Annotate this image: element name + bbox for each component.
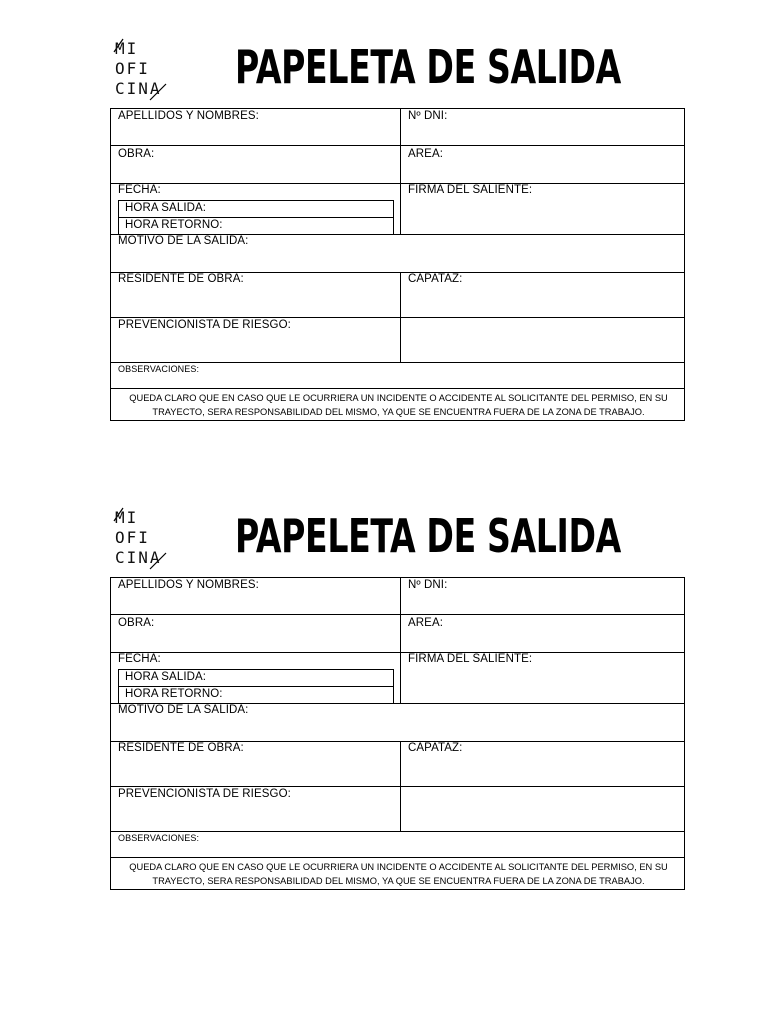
cell-observaciones[interactable] bbox=[110, 362, 685, 389]
cell-firma[interactable] bbox=[400, 183, 685, 235]
logo-line-3: CINA bbox=[115, 79, 162, 98]
label-dni: Nº DNI: bbox=[408, 579, 448, 591]
logo-line-1: MI bbox=[115, 508, 139, 527]
cell-firma[interactable] bbox=[400, 652, 685, 704]
label-residente: RESIDENTE DE OBRA: bbox=[118, 742, 244, 754]
cell-observaciones[interactable] bbox=[110, 831, 685, 858]
label-firma: FIRMA DEL SALIENTE: bbox=[408, 653, 533, 665]
cell-apellidos[interactable] bbox=[110, 108, 401, 146]
logo-line-2: OFI bbox=[115, 528, 150, 547]
label-hora-salida: HORA SALIDA: bbox=[125, 671, 207, 683]
cell-capataz[interactable] bbox=[400, 272, 685, 318]
disclaimer-line-1: QUEDA CLARO QUE EN CASO QUE LE OCURRIERA UN INCIDENTE O ACCIDENTE AL SOLICITANTE DEL PERMISO, EN SU bbox=[129, 862, 668, 872]
cell-hora-salida[interactable] bbox=[118, 200, 394, 218]
logo-line-3: CINA bbox=[115, 548, 162, 567]
cell-residente[interactable] bbox=[110, 741, 401, 787]
label-firma: FIRMA DEL SALIENTE: bbox=[408, 184, 533, 196]
cell-obra[interactable] bbox=[110, 145, 401, 184]
label-hora-salida: HORA SALIDA: bbox=[125, 202, 207, 214]
form-table bbox=[110, 108, 685, 421]
label-obra: OBRA: bbox=[118, 617, 155, 629]
label-hora-retorno: HORA RETORNO: bbox=[125, 219, 223, 231]
label-prevencionista: PREVENCIONISTA DE RIESGO: bbox=[118, 319, 291, 331]
disclaimer-line-2: TRAYECTO, SERA RESPONSABILIDAD DEL MISMO, YA QUE SE ENCUENTRA FUERA DE LA ZONA DE TRABAJO. bbox=[152, 407, 645, 417]
form-title: PAPELETA DE SALIDA bbox=[235, 40, 621, 94]
label-observaciones: OBSERVACIONES: bbox=[118, 833, 200, 843]
mi-oficina-logo bbox=[110, 507, 170, 577]
cell-hora-retorno[interactable] bbox=[118, 686, 394, 704]
cell-disclaimer bbox=[110, 388, 685, 421]
label-fecha: FECHA: bbox=[118, 653, 161, 665]
label-prevencionista: PREVENCIONISTA DE RIESGO: bbox=[118, 788, 291, 800]
label-area: AREA: bbox=[408, 617, 444, 629]
label-dni: Nº DNI: bbox=[408, 110, 448, 122]
cell-obra[interactable] bbox=[110, 614, 401, 653]
cell-prevencionista-signature[interactable] bbox=[400, 786, 685, 832]
label-capataz: CAPATAZ: bbox=[408, 273, 463, 285]
cell-motivo[interactable] bbox=[110, 703, 685, 742]
cell-prevencionista[interactable] bbox=[110, 317, 401, 363]
logo-line-2: OFI bbox=[115, 59, 150, 78]
label-apellidos: APELLIDOS Y NOMBRES: bbox=[118, 110, 259, 122]
cell-prevencionista[interactable] bbox=[110, 786, 401, 832]
cell-dni[interactable] bbox=[400, 577, 685, 615]
cell-disclaimer bbox=[110, 857, 685, 890]
cell-area[interactable] bbox=[400, 145, 685, 184]
cell-hora-retorno[interactable] bbox=[118, 217, 394, 235]
cell-apellidos[interactable] bbox=[110, 577, 401, 615]
label-obra: OBRA: bbox=[118, 148, 155, 160]
disclaimer-line-2: TRAYECTO, SERA RESPONSABILIDAD DEL MISMO, YA QUE SE ENCUENTRA FUERA DE LA ZONA DE TRABAJO. bbox=[152, 876, 645, 886]
mi-oficina-logo bbox=[110, 38, 170, 108]
label-observaciones: OBSERVACIONES: bbox=[118, 364, 200, 374]
cell-area[interactable] bbox=[400, 614, 685, 653]
form-title: PAPELETA DE SALIDA bbox=[235, 509, 621, 563]
label-motivo: MOTIVO DE LA SALIDA: bbox=[118, 704, 249, 716]
label-area: AREA: bbox=[408, 148, 444, 160]
logo-line-1: MI bbox=[115, 39, 139, 58]
cell-prevencionista-signature[interactable] bbox=[400, 317, 685, 363]
cell-dni[interactable] bbox=[400, 108, 685, 146]
cell-motivo[interactable] bbox=[110, 234, 685, 273]
label-residente: RESIDENTE DE OBRA: bbox=[118, 273, 244, 285]
form-table bbox=[110, 577, 685, 890]
disclaimer-line-1: QUEDA CLARO QUE EN CASO QUE LE OCURRIERA UN INCIDENTE O ACCIDENTE AL SOLICITANTE DEL PERMISO, EN SU bbox=[129, 393, 668, 403]
cell-residente[interactable] bbox=[110, 272, 401, 318]
label-hora-retorno: HORA RETORNO: bbox=[125, 688, 223, 700]
label-capataz: CAPATAZ: bbox=[408, 742, 463, 754]
cell-hora-salida[interactable] bbox=[118, 669, 394, 687]
label-motivo: MOTIVO DE LA SALIDA: bbox=[118, 235, 249, 247]
label-apellidos: APELLIDOS Y NOMBRES: bbox=[118, 579, 259, 591]
cell-capataz[interactable] bbox=[400, 741, 685, 787]
label-fecha: FECHA: bbox=[118, 184, 161, 196]
